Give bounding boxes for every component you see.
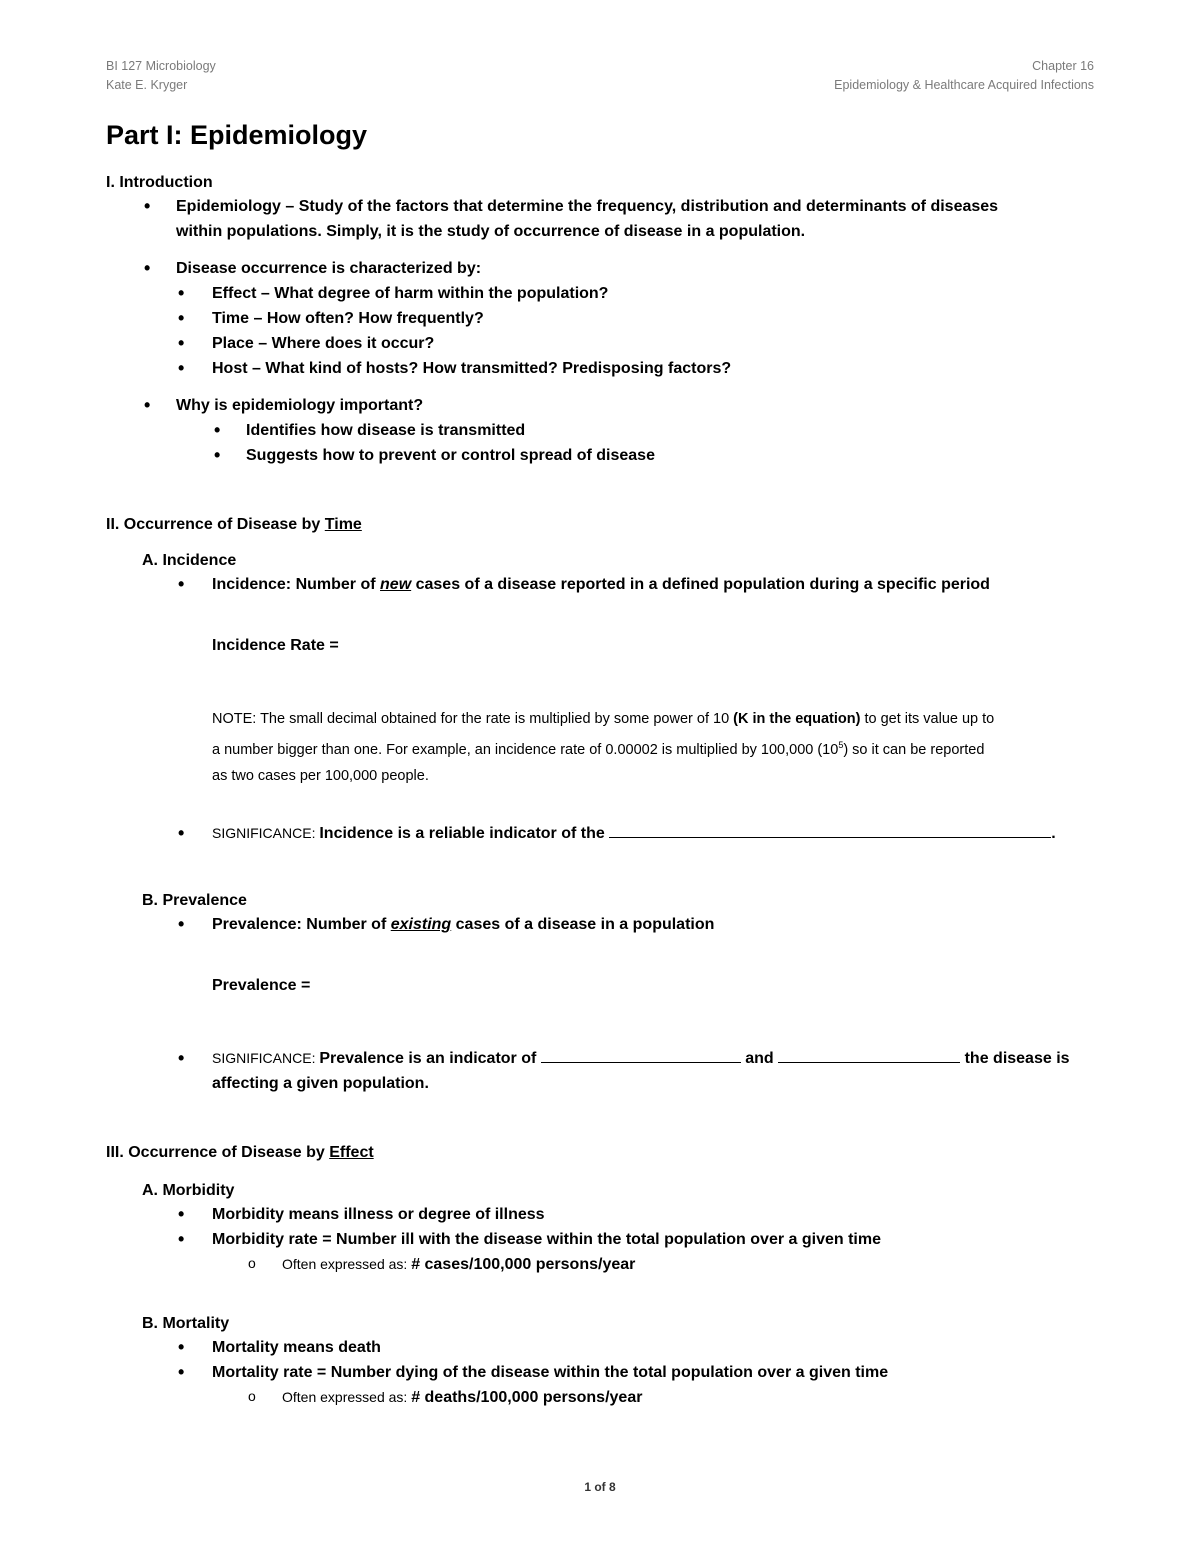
section-effect-heading: III. Occurrence of Disease by Effect <box>106 1143 374 1161</box>
chapter-number: Chapter 16 <box>1032 59 1094 73</box>
incidence-rate-equation: Incidence Rate = <box>212 637 339 654</box>
chapter-title: Epidemiology & Healthcare Acquired Infections <box>834 78 1094 92</box>
list-item: • Host – What kind of hosts? How transmitted? Predisposing factors? <box>106 356 1096 381</box>
incidence-list <box>106 572 1096 597</box>
list-item: • SIGNIFICANCE: Incidence is a reliable indicator of the . <box>106 821 1096 846</box>
list-item: • Mortality means death <box>106 1335 1096 1360</box>
fill-in-blank[interactable] <box>778 1046 960 1063</box>
incidence-heading: A. Incidence <box>142 552 237 569</box>
introduction-list <box>106 194 1096 244</box>
page-number: 1 of 8 <box>584 1480 616 1494</box>
importance-list <box>106 393 1096 468</box>
morbidity-heading: A. Morbidity <box>142 1181 235 1199</box>
page-title: Part I: Epidemiology <box>106 120 368 150</box>
morbidity-list <box>106 1202 1096 1277</box>
list-item: • Why is epidemiology important? <box>106 393 1096 418</box>
list-item: • Place – Where does it occur? <box>106 331 1096 356</box>
list-item: • Time – How often? How frequently? <box>106 306 1096 331</box>
fill-in-blank[interactable] <box>541 1046 741 1063</box>
list-item: • Effect – What degree of harm within the population? <box>106 281 1096 306</box>
list-item: • Incidence: Number of new cases of a disease reported in a defined population during a specific period <box>106 572 1096 597</box>
list-item: • Disease occurrence is characterized by: <box>106 256 1096 281</box>
section-introduction-heading: I. Introduction <box>106 174 213 191</box>
list-item: o Often expressed as: # cases/100,000 persons/year <box>106 1252 1096 1277</box>
header-right <box>834 57 1094 95</box>
mortality-heading: B. Mortality <box>142 1314 230 1332</box>
list-item: o Often expressed as: # deaths/100,000 persons/year <box>106 1385 1096 1410</box>
course-name: BI 127 Microbiology <box>106 59 216 73</box>
section-time-heading: II. Occurrence of Disease by Time <box>106 516 362 533</box>
header-left <box>106 57 216 95</box>
incidence-significance <box>106 821 1096 846</box>
list-item: • Morbidity rate = Number ill with the disease within the total population over a given time <box>106 1227 1096 1252</box>
list-item: • SIGNIFICANCE: Prevalence is an indicator of and the disease is affecting a given population. <box>106 1046 1096 1096</box>
author-name: Kate E. Kryger <box>106 78 188 92</box>
characteristics-list <box>106 256 1096 381</box>
prevalence-equation: Prevalence = <box>212 976 311 994</box>
list-item: • Suggests how to prevent or control spread of disease <box>106 443 1096 468</box>
mortality-list <box>106 1335 1096 1410</box>
list-item: • Mortality rate = Number dying of the disease within the total population over a given time <box>106 1360 1096 1385</box>
prevalence-significance <box>106 1046 1096 1096</box>
list-item: • Prevalence: Number of existing cases of a disease in a population <box>106 912 1096 937</box>
list-item: • Identifies how disease is transmitted <box>106 418 1096 443</box>
list-item: • Morbidity means illness or degree of illness <box>106 1202 1096 1227</box>
prevalence-list <box>106 912 1096 937</box>
document-body <box>106 118 1096 1410</box>
incidence-note: NOTE: The small decimal obtained for the rate is multiplied by some power of 10 (K in the equation) to get its value up to a number bigger than one. For example, an incidence rate of 0.00002 is multiplied by 100,000 $(10^5)$ so it can be reported as two cases per 100,000 people. <box>212 711 995 784</box>
list-item: • Epidemiology – Study of the factors that determine the frequency, distribution and determinants of diseases within populations. Simply, it is the study of occurrence of disease in a population. <box>106 194 1096 244</box>
fill-in-blank[interactable] <box>609 821 1051 838</box>
prevalence-heading: B. Prevalence <box>142 891 247 909</box>
